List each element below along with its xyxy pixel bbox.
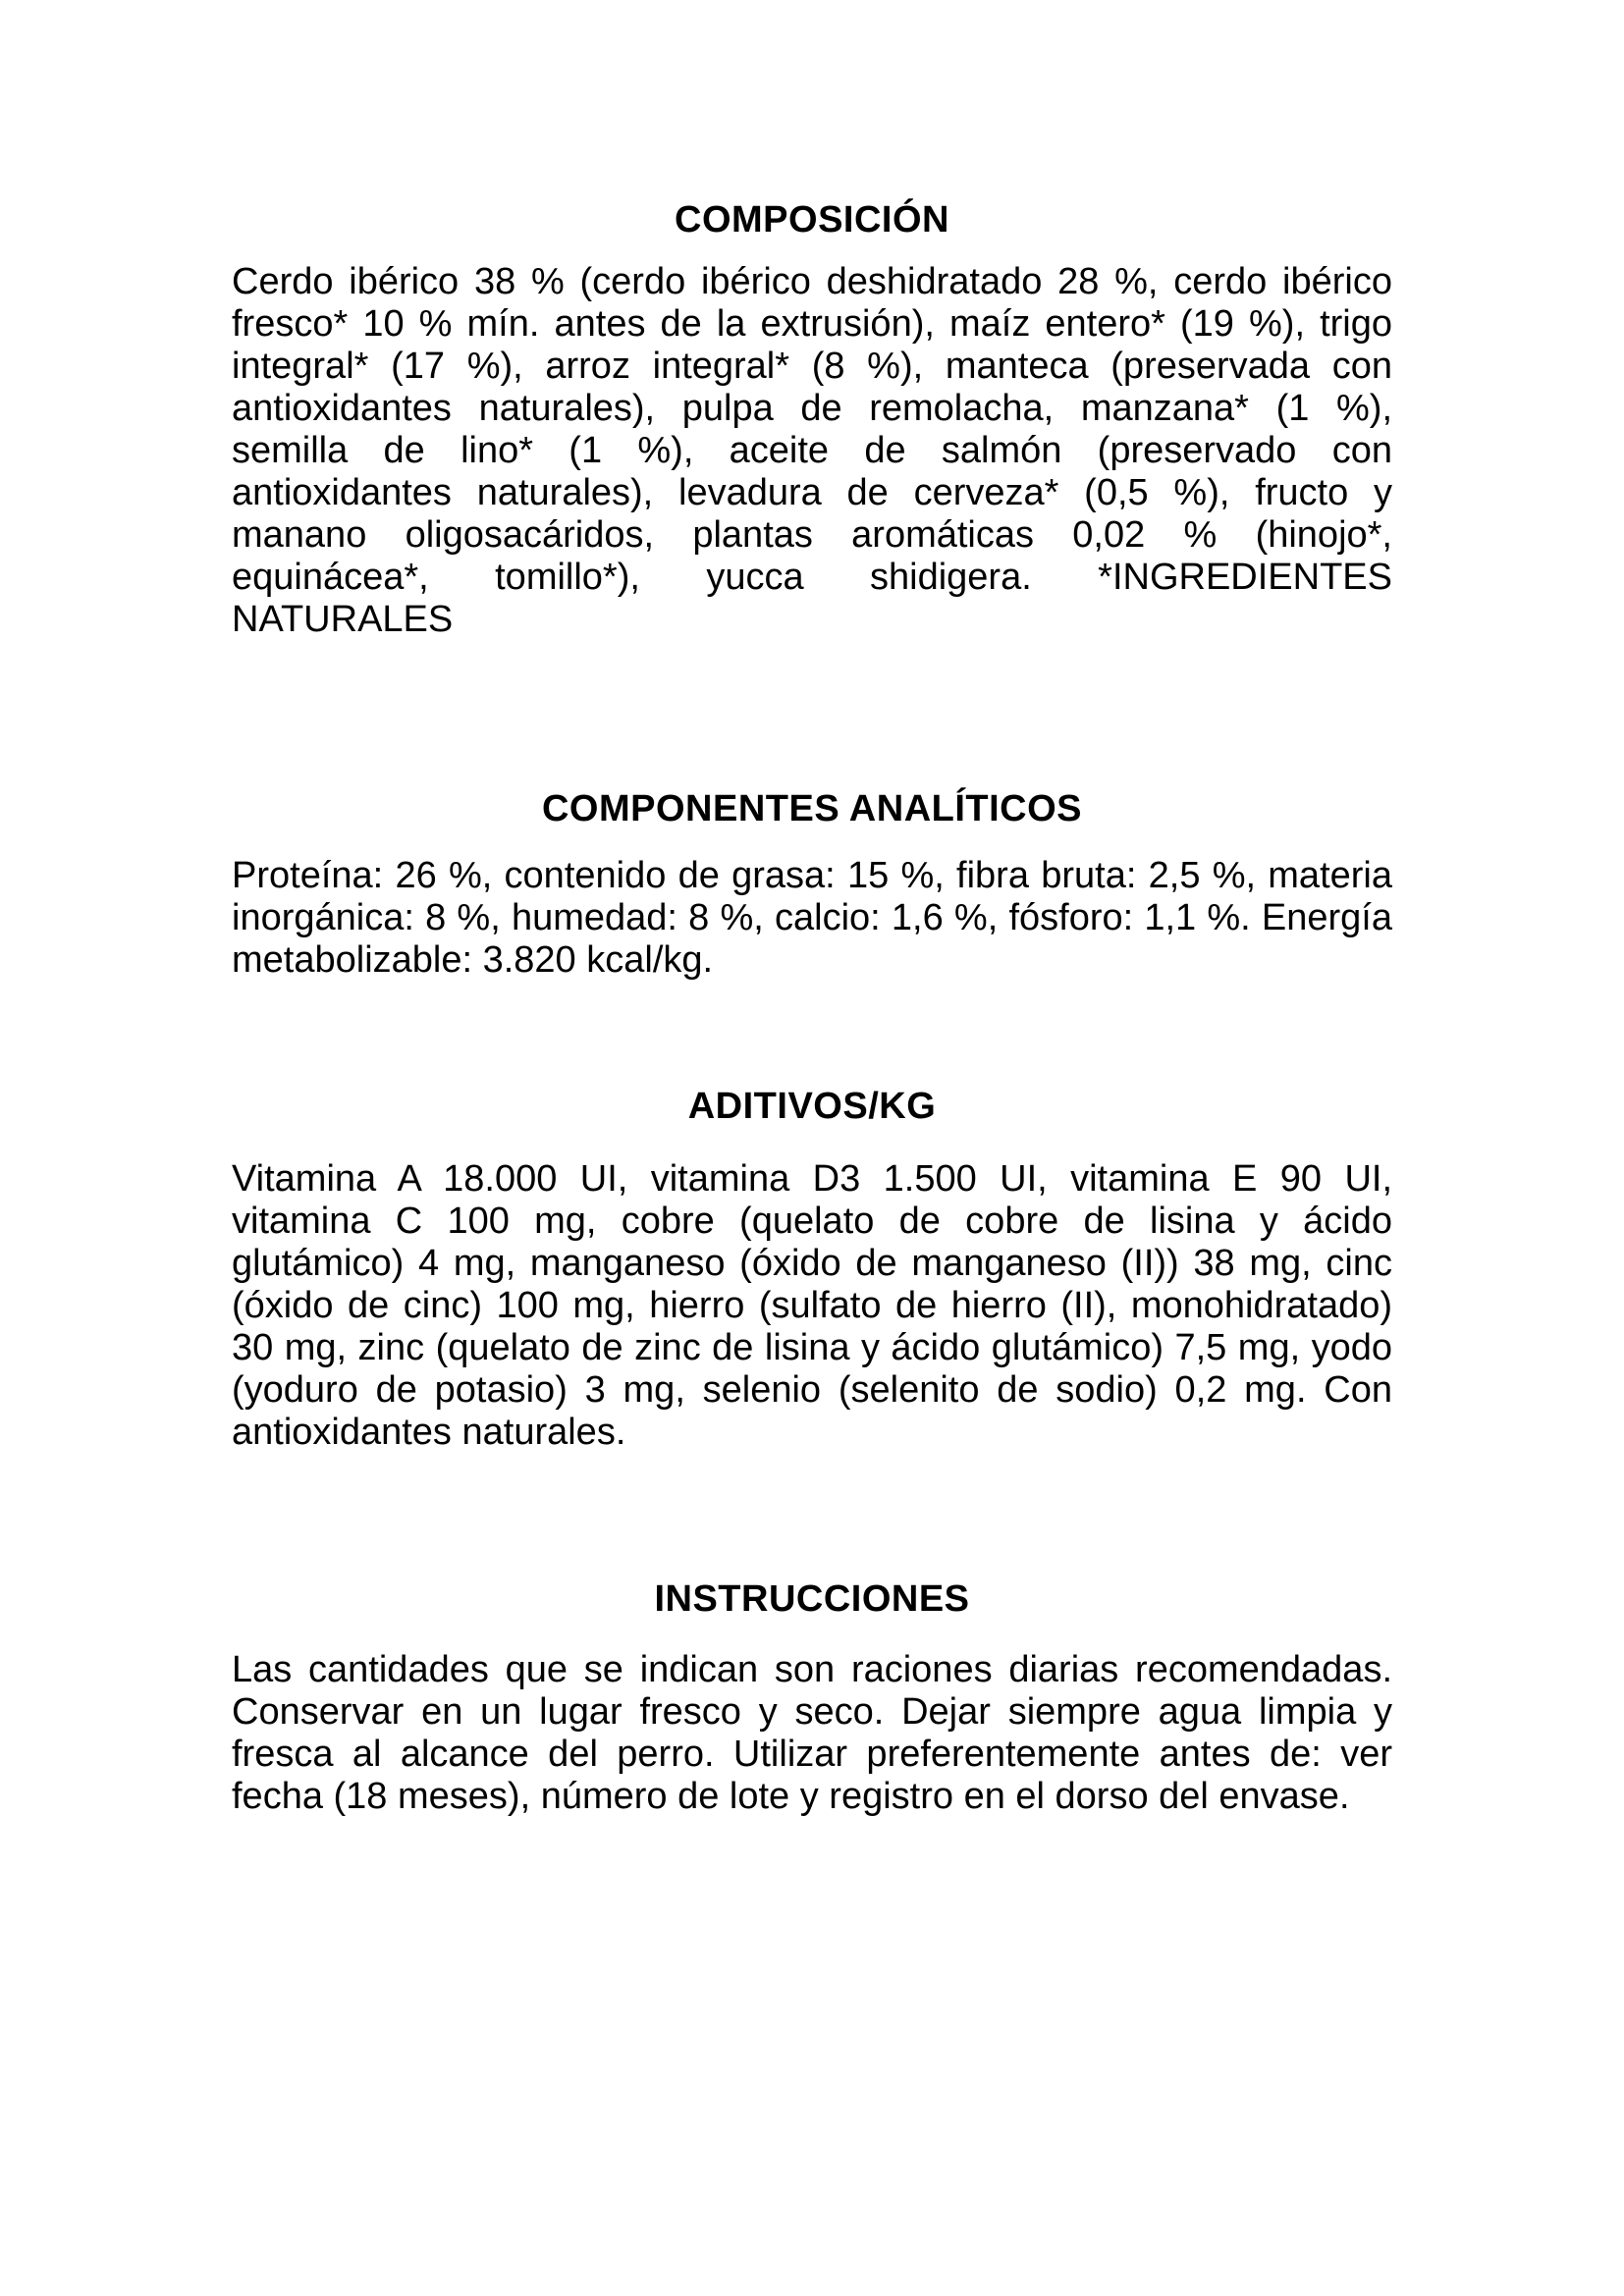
paragraph-line: (óxido de cinc) 100 mg, hierro (sulfato de hierro (II), monohidratado) — [232, 1285, 1392, 1326]
paragraph-line: vitamina C 100 mg, cobre (quelato de cobre de lisina y ácido — [232, 1201, 1392, 1242]
paragraph-line: Proteína: 26 %, contenido de grasa: 15 %, fibra bruta: 2,5 %, materia — [232, 855, 1392, 896]
paragraph-line: fresco* 10 % mín. antes de la extrusión), maíz entero* (19 %), trigo — [232, 303, 1392, 345]
label-section — [232, 1086, 1392, 1454]
section-paragraph — [232, 1649, 1392, 1818]
paragraph-line: Cerdo ibérico 38 % (cerdo ibérico deshidratado 28 %, cerdo ibérico — [232, 261, 1392, 302]
paragraph-line: manano oligosacáridos, plantas aromáticas 0,02 % (hinojo*, — [232, 514, 1392, 556]
section-paragraph — [232, 1158, 1392, 1454]
paragraph-line: NATURALES — [232, 599, 454, 640]
paragraph-line: fresca al alcance del perro. Utilizar preferentemente antes de: ver — [232, 1734, 1392, 1775]
label-section — [232, 788, 1392, 982]
section-paragraph — [232, 855, 1392, 982]
paragraph-line: semilla de lino* (1 %), aceite de salmón (preservado con — [232, 430, 1392, 471]
section-heading: COMPONENTES ANALÍTICOS — [541, 788, 1083, 829]
section-paragraph — [232, 261, 1392, 641]
paragraph-line: Conservar en un lugar fresco y seco. Dejar siempre agua limpia y — [232, 1691, 1392, 1733]
paragraph-line: antioxidantes naturales), levadura de cerveza* (0,5 %), fructo y — [232, 472, 1392, 513]
paragraph-line: integral* (17 %), arroz integral* (8 %), manteca (preservada con — [232, 346, 1392, 387]
section-heading: ADITIVOS/KG — [687, 1086, 937, 1127]
paragraph-line: inorgánica: 8 %, humedad: 8 %, calcio: 1,6 %, fósforo: 1,1 %. Energía — [232, 897, 1392, 938]
paragraph-line: 30 mg, zinc (quelato de zinc de lisina y ácido glutámico) 7,5 mg, yodo — [232, 1327, 1392, 1368]
paragraph-line: metabolizable: 3.820 kcal/kg. — [232, 939, 714, 981]
paragraph-line: fecha (18 meses), número de lote y registro en el dorso del envase. — [232, 1776, 1350, 1817]
paragraph-line: glutámico) 4 mg, manganeso (óxido de manganeso (II)) 38 mg, cinc — [232, 1243, 1392, 1284]
paragraph-line: (yoduro de potasio) 3 mg, selenio (selenito de sodio) 0,2 mg. Con — [232, 1369, 1392, 1411]
label-section — [232, 1578, 1392, 1818]
section-heading: INSTRUCCIONES — [654, 1578, 970, 1620]
paragraph-line: equinácea*, tomillo*), yucca shidigera. *INGREDIENTES — [232, 557, 1392, 598]
section-heading: COMPOSICIÓN — [675, 199, 949, 240]
label-section — [232, 199, 1392, 641]
paragraph-line: antioxidantes naturales. — [232, 1412, 626, 1453]
paragraph-line: Las cantidades que se indican son raciones diarias recomendadas. — [232, 1649, 1392, 1690]
paragraph-line: Vitamina A 18.000 UI, vitamina D3 1.500 UI, vitamina E 90 UI, — [232, 1158, 1392, 1200]
paragraph-line: antioxidantes naturales), pulpa de remolacha, manzana* (1 %), — [232, 388, 1392, 429]
